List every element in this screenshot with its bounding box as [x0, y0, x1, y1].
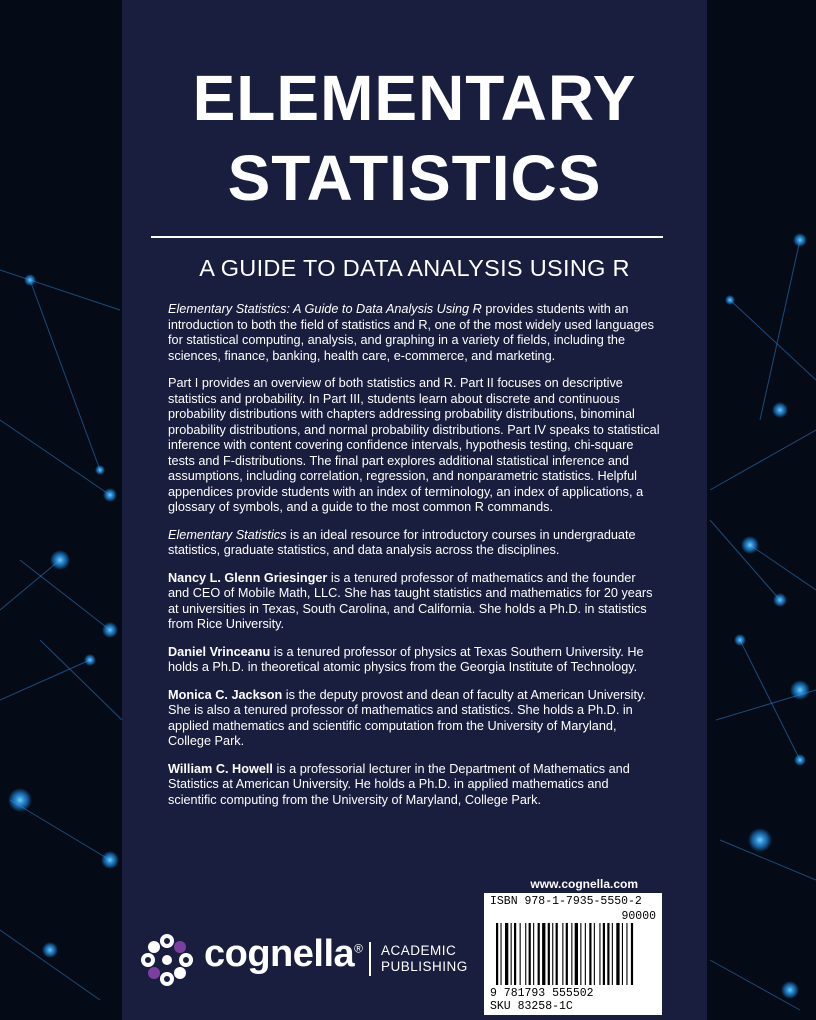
- logo-separator: [369, 942, 371, 976]
- author-name: William C. Howell: [168, 761, 273, 776]
- barcode-bar: [585, 923, 586, 985]
- barcode-bar: [616, 923, 619, 985]
- barcode-bar: [599, 923, 600, 985]
- title-divider: [151, 236, 663, 238]
- barcode-bar: [622, 923, 623, 985]
- author-bio-text: is a tenured professor of mathematics and the founder and CEO of Mobile Math, LLC. She has taught statistics and mathematics for 20 years at universities in Texas, South Carolina, and California. She holds a Ph.D. in statistics from Rice University.: [168, 570, 653, 631]
- description-paragraph-1: [168, 302, 660, 364]
- description-text: is an ideal resource for introductory courses in undergraduate statistics, graduate statistics, and data analysis across the disciplines.: [168, 527, 636, 557]
- author-name: Monica C. Jackson: [168, 687, 283, 702]
- barcode-bar: [571, 923, 572, 985]
- title-line-1: ELEMENTARY: [192, 62, 637, 134]
- barcode-bar: [589, 923, 591, 985]
- author-bio: [168, 762, 660, 809]
- publisher-brand: [204, 933, 363, 976]
- book-title-italic: Elementary Statistics: A Guide to Data Analysis Using R: [168, 302, 482, 316]
- imprint-line-2: PUBLISHING: [381, 959, 468, 974]
- description-paragraph-2: Part I provides an overview of both statistics and R. Part II focuses on descriptive statistics and probability. In Part III, students learn about discrete and continuous probability distributions with chapters addressing probability distributions, binominal probability distributions, and normal probability distributions. Part IV speaks to statistical inference with content covering confidence intervals, hypothesis testing, chi-square tests and F-distributions. The final part explores additional statistical inference and assumptions, including correlation, regression, and nonparametric statistics. Helpful appendices provide students with an index of terminology, an index of applications, a glossary of symbols, and a guide to the most common R commands.: [168, 376, 660, 514]
- barcode-bar: [631, 923, 633, 985]
- barcode-bar: [520, 923, 521, 985]
- barcode-bar: [496, 923, 498, 985]
- author-bio: [168, 645, 660, 676]
- barcode-bar: [612, 923, 613, 985]
- barcode-bar: [580, 923, 581, 985]
- barcode-bar: [594, 923, 595, 985]
- barcode-bar: [525, 923, 526, 985]
- author-bio-text: is the deputy provost and dean of faculty at American University. She is also a tenured professor of mathematics and statistics. She holds a Ph.D. in applied mathematics and scientific computation from the University of Maryland, College Park.: [168, 687, 646, 748]
- barcode-bar: [607, 923, 609, 985]
- barcode-bar: [548, 923, 550, 985]
- author-bio: [168, 688, 660, 750]
- barcode-bar: [505, 923, 508, 985]
- book-title-italic: Elementary Statistics: [168, 527, 287, 542]
- description-text: provides students with an introduction to both the field of statistics and R, one of the most widely used languages for statistical computing, analysis, and graphing in a variety of fields, including the sciences, finance, banking, health care, e-commerce, and marketing.: [168, 302, 654, 363]
- barcode-bar: [511, 923, 512, 985]
- barcode-bar: [556, 923, 558, 985]
- barcode-bar: [538, 923, 540, 985]
- author-bio-text: is a tenured professor of physics at Texas Southern University. He holds a Ph.D. in theoretical atomic physics from the Georgia Institute of Technology.: [168, 644, 644, 674]
- barcode-bar: [562, 923, 563, 985]
- barcode-bar: [575, 923, 578, 985]
- description-body: [168, 302, 660, 820]
- cognella-logo-icon: [139, 932, 195, 988]
- registered-mark: ®: [354, 941, 363, 956]
- barcode-digits: 9 781793 555502: [490, 987, 594, 1000]
- publisher-url[interactable]: www.cognella.com: [530, 877, 638, 891]
- isbn-text: ISBN 978-1-7935-5550-2: [490, 895, 642, 908]
- author-bio-text: is a professorial lecturer in the Department of Mathematics and Statistics at American University. He holds a Ph.D. in applied mathematics and scientific computing from the University of Maryland, College Park.: [168, 761, 630, 807]
- barcode-bar: [566, 923, 568, 985]
- title-line-2: STATISTICS: [227, 142, 602, 214]
- publisher-imprint: [381, 943, 468, 975]
- barcode-bar: [603, 923, 605, 985]
- back-cover-panel: [122, 0, 707, 1020]
- barcode-bar: [529, 923, 531, 985]
- sku-text: SKU 83258-1C: [490, 1000, 573, 1013]
- barcode-bar: [533, 923, 534, 985]
- price-code: 90000: [621, 910, 656, 923]
- author-name: Nancy L. Glenn Griesinger: [168, 570, 328, 585]
- brand-name: cognella: [204, 933, 355, 975]
- barcode-bar: [552, 923, 553, 985]
- isbn-barcode: [484, 893, 662, 1015]
- barcode-bars: [496, 923, 656, 985]
- barcode-bar: [542, 923, 545, 985]
- barcode-bar: [514, 923, 516, 985]
- barcode-bar: [626, 923, 627, 985]
- imprint-line-1: ACADEMIC: [381, 943, 457, 958]
- author-bio: [168, 571, 660, 633]
- subtitle: A GUIDE TO DATA ANALYSIS USING R: [199, 255, 630, 281]
- description-paragraph-3: [168, 528, 660, 559]
- author-name: Daniel Vrinceanu: [168, 644, 271, 659]
- barcode-bar: [501, 923, 502, 985]
